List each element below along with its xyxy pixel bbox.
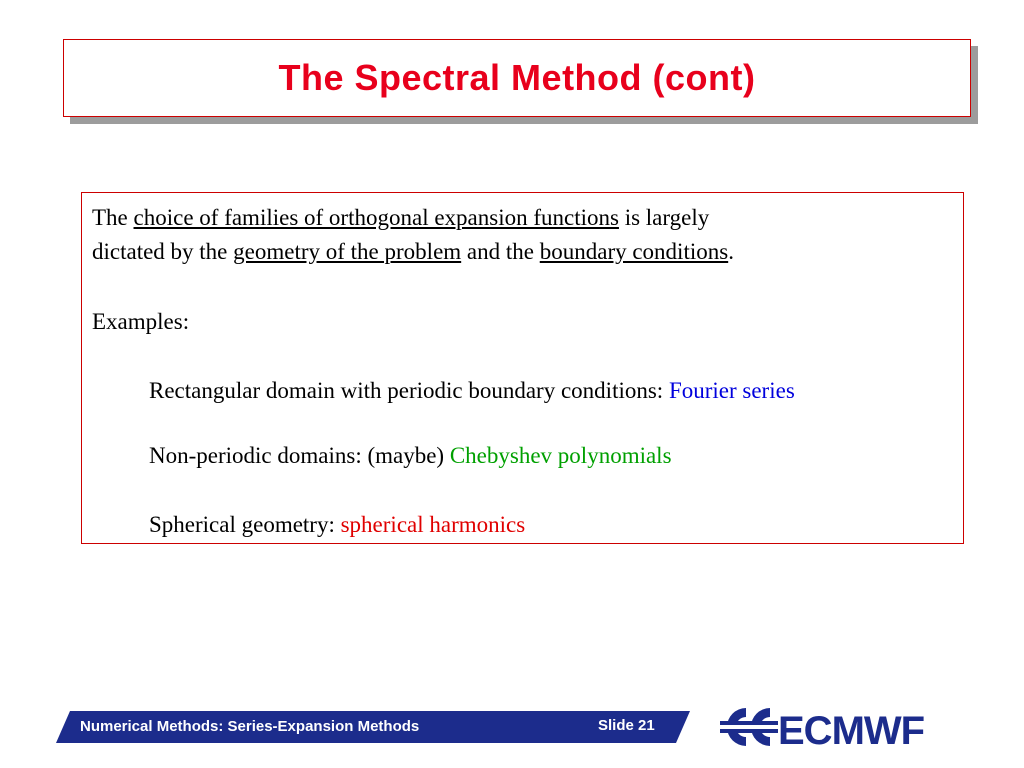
text-period: . [728,239,734,264]
title-box [63,39,971,117]
content-box [81,192,964,544]
fourier-series-highlight: Fourier series [668,378,795,403]
examples-label: Examples: [92,309,190,334]
example-spherical-text: Spherical geometry: [149,512,341,537]
underlined-choice-of-families: choice of families of orthogonal expansion functions [133,205,619,230]
spherical-harmonics-highlight: spherical harmonics [340,512,526,537]
chebyshev-highlight: Chebyshev polynomials [449,443,672,468]
footer-title: Numerical Methods: Series-Expansion Methods [80,718,420,735]
slide-title: The Spectral Method (cont) [278,57,756,98]
example-fourier [149,378,795,404]
slide-number: Slide 21 [598,717,655,734]
underlined-geometry-of-problem: geometry of the problem [233,239,462,264]
text-the: The [92,205,134,230]
logo-text: ECMWF [778,709,925,750]
ecmwf-logo-icon [718,704,963,750]
text-and-the: and the [461,239,540,264]
example-chebyshev-text: Non-periodic domains: (maybe) [149,443,450,468]
underlined-boundary-conditions: boundary conditions [539,239,729,264]
example-spherical [149,512,525,538]
example-fourier-text: Rectangular domain with periodic boundary conditions: [149,378,669,403]
text-is-largely: is largely [618,205,710,230]
paragraph-line-2 [92,239,734,265]
example-chebyshev [149,443,672,469]
text-dictated-by: dictated by the [92,239,234,264]
paragraph-line-1 [92,205,709,231]
